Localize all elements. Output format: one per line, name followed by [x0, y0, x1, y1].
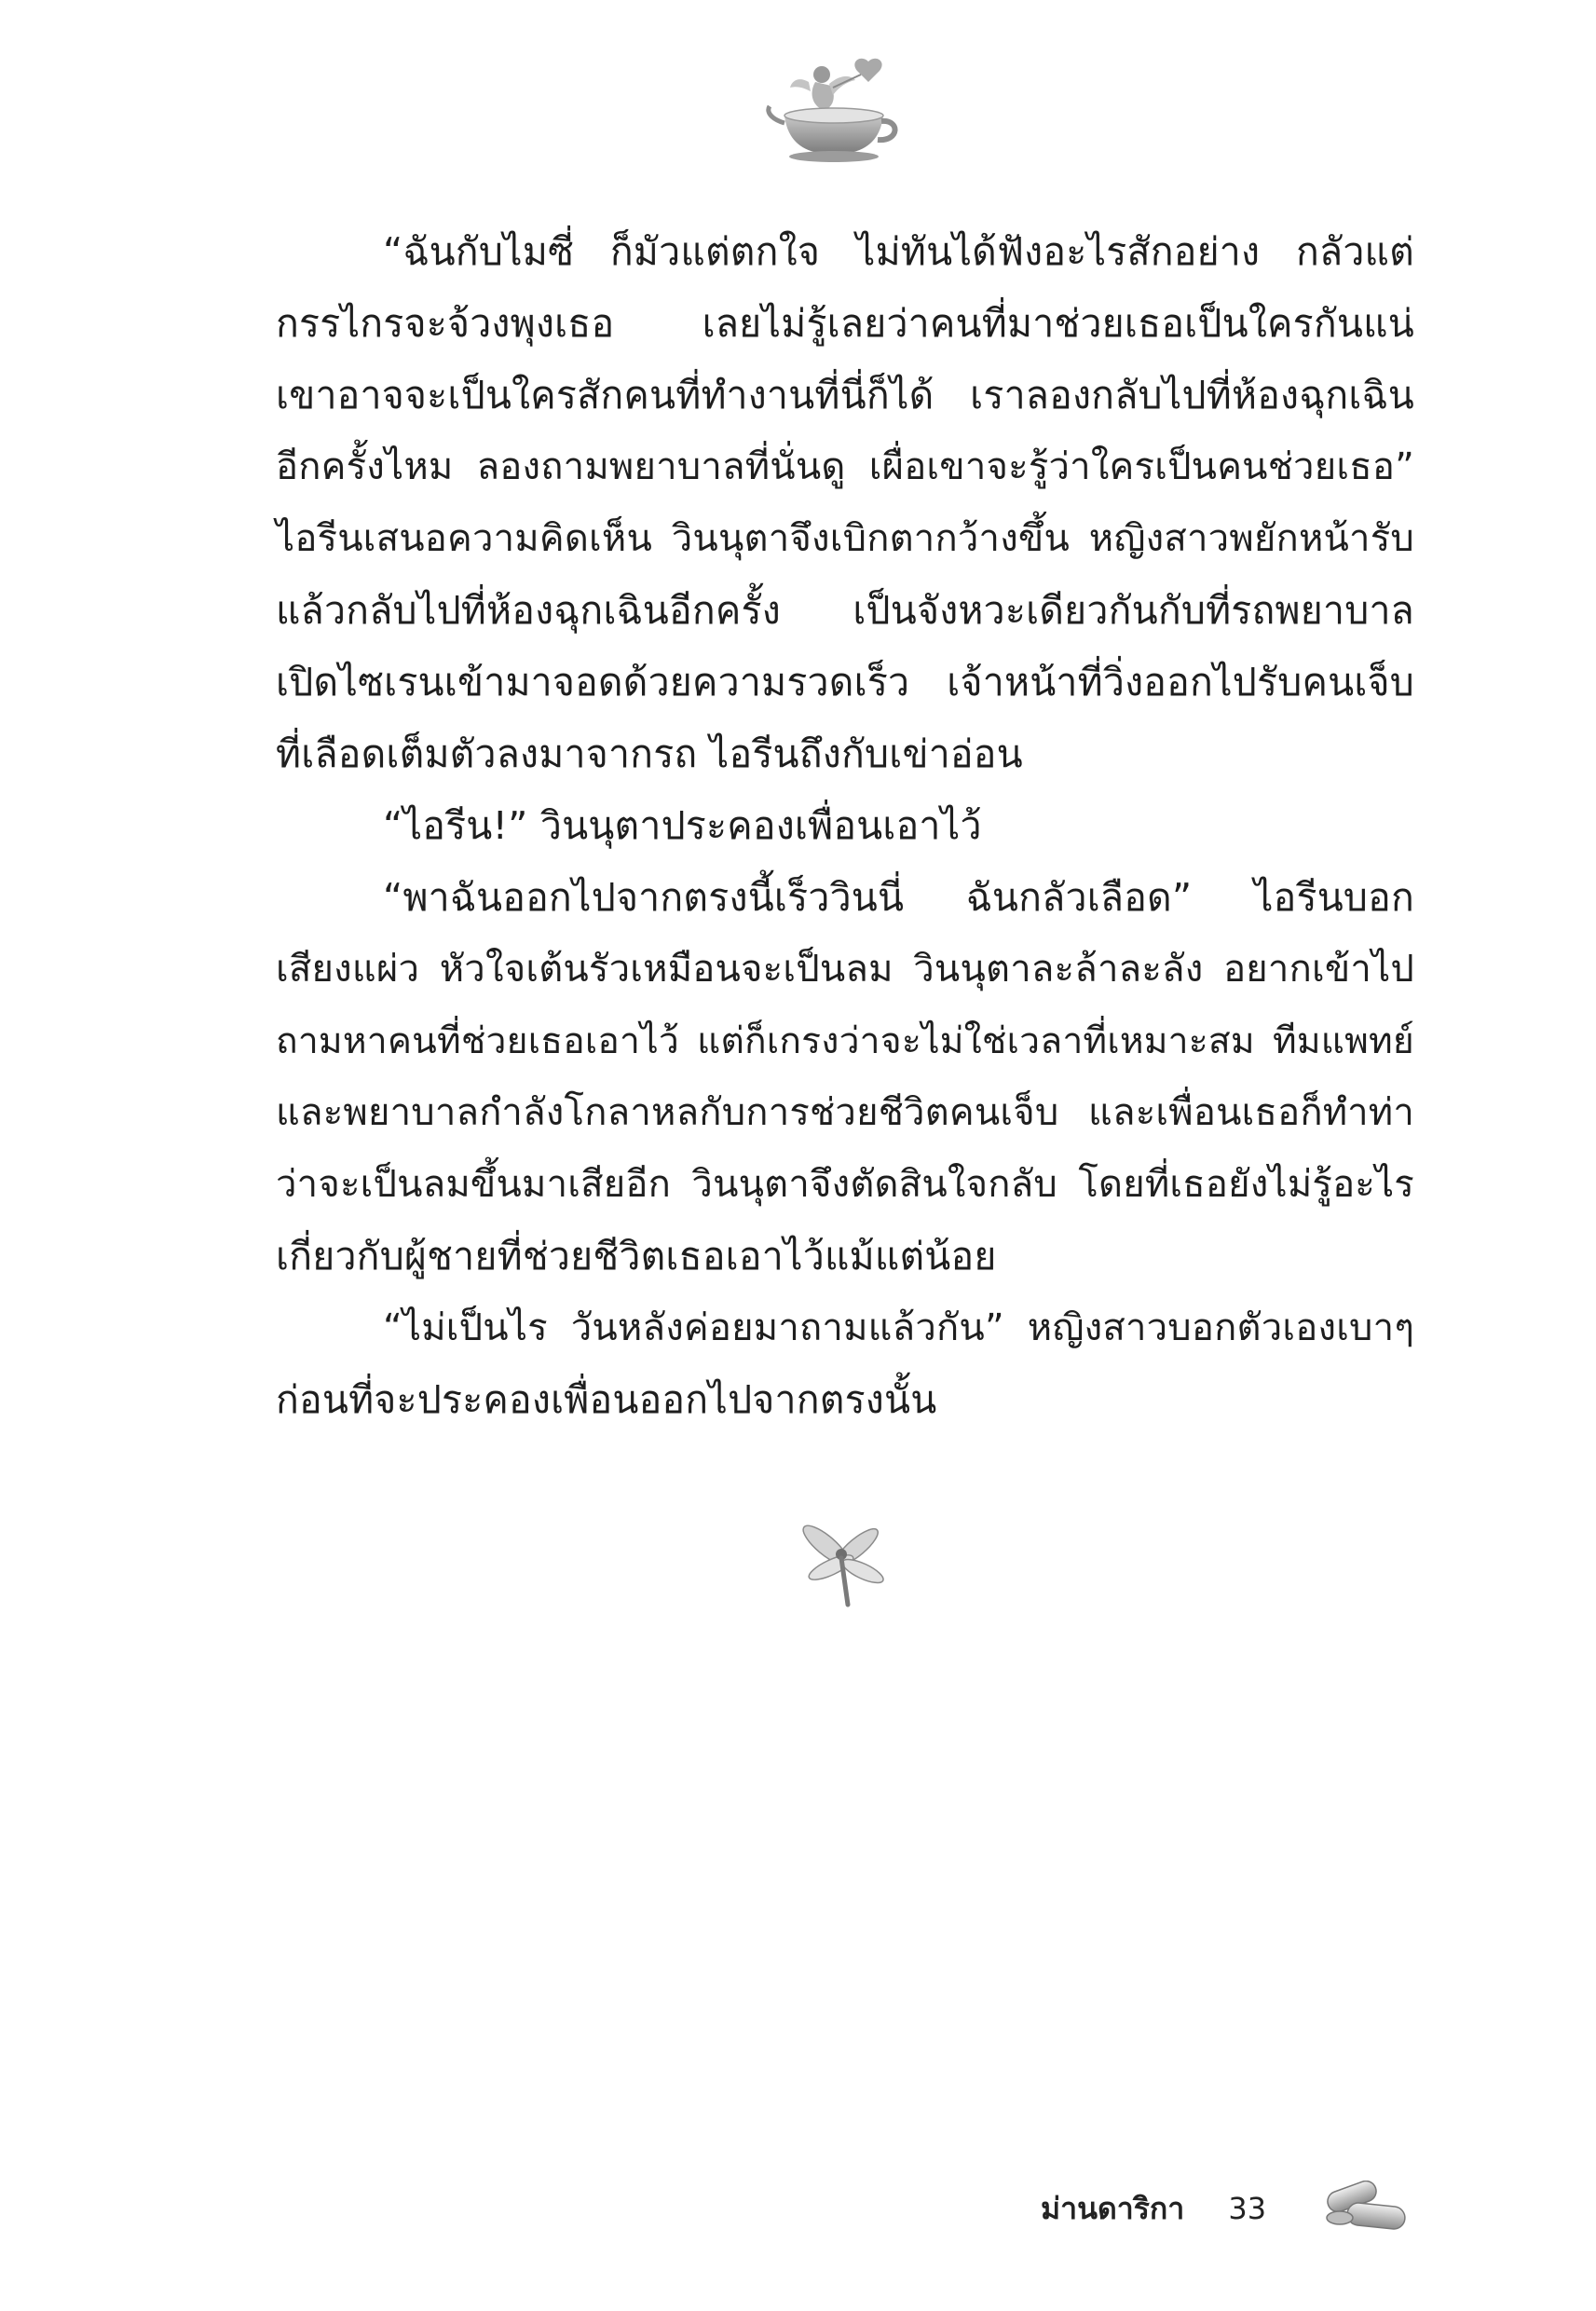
pill-capsules-icon [1323, 2181, 1409, 2235]
text-line: เขาอาจจะเป็นใครสักคนที่ทำงานที่นี่ก็ได้ เราลองกลับไปที่ห้องฉุกเฉิน [276, 373, 1414, 417]
page-footer [1041, 2182, 1266, 2235]
text-line: เกี่ยวกับผู้ชายที่ช่วยชีวิตเธอเอาไว้แม้แต่น้อย [276, 1234, 997, 1279]
text-line: “ฉันกับไมซี่ ก็มัวแต่ตกใจ ไม่ทันได้ฟังอะไรสักอย่าง กลัวแต่ [383, 229, 1414, 274]
text-line: แล้วกลับไปที่ห้องฉุกเฉินอีกครั้ง เป็นจังหวะเดียวกันกับที่รถพยาบาล [276, 588, 1414, 633]
text-line: ว่าจะเป็นลมขึ้นมาเสียอีก วินนุตาจึงตัดสินใจกลับ โดยที่เธอยังไม่รู้อะไร [276, 1163, 1414, 1206]
text-line: “ไม่เป็นไร วันหลังค่อยมาถามแล้วกัน” หญิงสาวบอกตัวเองเบาๆ [383, 1306, 1414, 1349]
dragonfly-icon [798, 1519, 891, 1607]
page-number: 33 [1228, 2191, 1267, 2226]
text-line: เสียงแผ่ว หัวใจเต้นรัวเหมือนจะเป็นลม วินนุตาละล้าละลัง อยากเข้าไป [276, 948, 1414, 991]
story-text [276, 216, 1414, 1436]
cupid-teacup-icon [764, 54, 904, 164]
text-line: “ไอรีน!” วินนุตาประคองเพื่อนเอาไว้ [383, 803, 982, 848]
text-line: อีกครั้งไหม ลองถามพยาบาลที่นั่นดู เผื่อเขาจะรู้ว่าใครเป็นคนช่วยเธอ” [276, 445, 1414, 488]
text-line: ถามหาคนที่ช่วยเธอเอาไว้ แต่ก็เกรงว่าจะไม่ใช่เวลาที่เหมาะสม ทีมแพทย์ [276, 1020, 1414, 1062]
text-line: และพยาบาลกำลังโกลาหลกับการช่วยชีวิตคนเจ็บ และเพื่อนเธอก็ทำท่า [276, 1091, 1414, 1134]
book-title: ม่านดาริกา [1041, 2191, 1185, 2226]
text-line: ที่เลือดเต็มตัวลงมาจากรถ ไอรีนถึงกับเข่าอ่อน [276, 732, 1023, 776]
text-line: “พาฉันออกไปจากตรงนี้เร็ววินนี่ ฉันกลัวเลือด” ไอรีนบอก [383, 875, 1414, 920]
text-line: กรรไกรจะจ้วงพุงเธอ เลยไม่รู้เลยว่าคนที่มาช่วยเธอเป็นใครกันแน่ [276, 301, 1414, 346]
text-line: ไอรีนเสนอความคิดเห็น วินนุตาจึงเบิกตากว้างขึ้น หญิงสาวพยักหน้ารับ [276, 517, 1414, 560]
text-line: เปิดไซเรนเข้ามาจอดด้วยความรวดเร็ว เจ้าหน้าที่วิ่งออกไปรับคนเจ็บ [276, 660, 1414, 704]
text-line: ก่อนที่จะประคองเพื่อนออกไปจากตรงนั้น [276, 1377, 937, 1422]
